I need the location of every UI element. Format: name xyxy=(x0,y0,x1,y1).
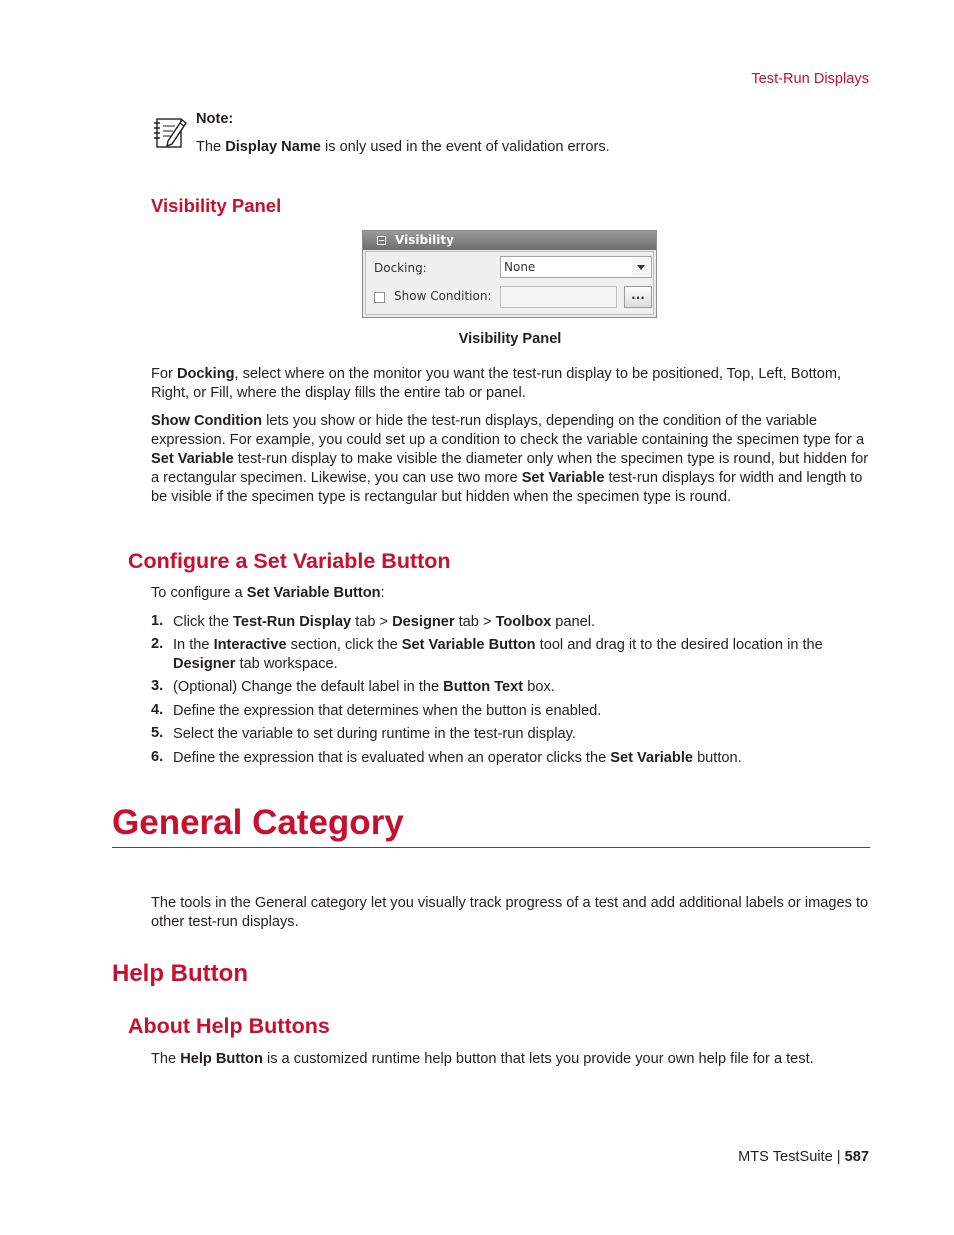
collapse-icon[interactable] xyxy=(377,236,386,245)
help-button-heading: Help Button xyxy=(112,960,248,987)
docking-label: Docking: xyxy=(374,261,427,275)
heading-rule xyxy=(112,847,870,848)
about-help-paragraph: The Help Button is a customized runtime help button that lets you provide your own help file for a test. xyxy=(151,1051,814,1067)
visibility-panel-title: Visibility xyxy=(395,233,454,247)
note-text: The Display Name is only used in the event of validation errors. xyxy=(196,139,610,155)
step-text: Click the Test-Run Display tab > Designer tab > Toolbox panel. xyxy=(173,614,596,630)
step-number: 2. xyxy=(151,636,164,652)
general-category-heading: General Category xyxy=(112,803,404,842)
page-number: 587 xyxy=(844,1149,869,1165)
step-text: In the Interactive section, click the Set Variable Button tool and drag it to the desired location in the Designer tab workspace. xyxy=(173,637,823,672)
step-number: 6. xyxy=(151,749,164,765)
step-text: Define the expression that is evaluated when an operator clicks the Set Variable button. xyxy=(173,750,742,766)
about-help-buttons-heading: About Help Buttons xyxy=(128,1014,330,1038)
note-pencil-icon xyxy=(152,114,188,152)
general-paragraph: The tools in the General category let you visually track progress of a test and add additional labels or images to other test-run displays. xyxy=(151,895,869,930)
show-condition-paragraph: Show Condition lets you show or hide the test-run displays, depending on the condition of the variable expression. For example, you could set up a condition to check the variable containing the specimen type for a Set Variable test-run display to make visible the diameter only when the specimen type is round, but hidden for a rectangular specimen. Likewise, you can use two more Set Variable test-run displays for width and length to be visible if the specimen type is rectangular but hidden when the specimen type is round. xyxy=(151,413,869,505)
product-name: MTS TestSuite xyxy=(738,1149,833,1165)
visibility-panel-header[interactable] xyxy=(363,231,656,250)
docking-paragraph: For Docking, select where on the monitor you want the test-run display to be positioned, Top, Left, Bottom, Right, or Fill, where the display fills the entire tab or panel. xyxy=(151,366,842,401)
footer-separator: | xyxy=(832,1149,845,1165)
visibility-panel-heading: Visibility Panel xyxy=(151,195,282,216)
show-condition-checkbox[interactable] xyxy=(374,292,385,303)
step-number: 5. xyxy=(151,725,164,741)
figure-caption: Visibility Panel xyxy=(458,331,562,347)
visibility-panel-body xyxy=(365,251,654,315)
step-text: Define the expression that determines when the button is enabled. xyxy=(173,703,602,719)
running-header: Test-Run Displays xyxy=(751,71,869,87)
chevron-down-icon[interactable] xyxy=(632,258,650,276)
configure-intro: To configure a Set Variable Button: xyxy=(151,585,385,601)
step-text: Select the variable to set during runtime in the test-run display. xyxy=(173,726,576,742)
visibility-panel-image xyxy=(362,230,657,318)
step-number: 1. xyxy=(151,613,164,629)
page-footer xyxy=(738,1149,869,1165)
step-number: 3. xyxy=(151,678,164,694)
step-number: 4. xyxy=(151,702,164,718)
show-condition-label: Show Condition: xyxy=(394,289,492,303)
ellipsis-button[interactable]: ... xyxy=(624,286,652,308)
note-title: Note: xyxy=(196,111,234,127)
docking-value: None xyxy=(504,260,536,274)
configure-heading: Configure a Set Variable Button xyxy=(128,549,451,573)
show-condition-input[interactable] xyxy=(500,286,617,308)
docking-select[interactable] xyxy=(500,256,652,278)
step-text: (Optional) Change the default label in the Button Text box. xyxy=(173,679,555,695)
